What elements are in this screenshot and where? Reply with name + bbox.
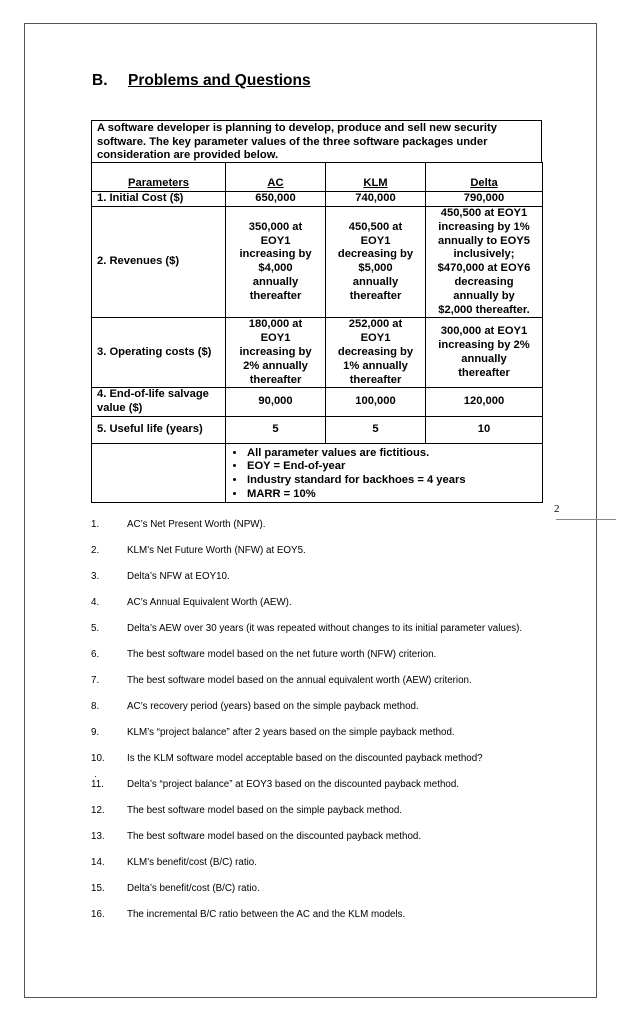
question-text: Delta’s “project balance” at EOY3 based on the discounted payback method.	[127, 779, 460, 790]
question-item	[80, 545, 540, 557]
question-number: 7.	[91, 675, 100, 686]
question-item	[80, 571, 540, 583]
notes-row	[92, 443, 543, 502]
question-text: AC’s recovery period (years) based on the simple payback method.	[127, 701, 419, 712]
question-text: The incremental B/C ratio between the AC and the KLM models.	[127, 909, 406, 920]
cell-line: thereafter	[458, 366, 510, 379]
page-number-rule	[556, 519, 616, 520]
cell-delta	[426, 207, 543, 318]
cell-line: 5	[372, 423, 379, 436]
cell-ac	[226, 192, 326, 207]
cell-line: EOY1	[360, 234, 391, 247]
table-row	[92, 192, 543, 207]
cell-line: thereafter	[249, 373, 302, 386]
cell-line: EOY1	[360, 332, 391, 345]
page-number: 2	[554, 503, 560, 515]
cell-line: thereafter	[249, 289, 302, 302]
question-text: AC’s Annual Equivalent Worth (AEW).	[127, 597, 292, 608]
cell-line: 100,000	[355, 395, 396, 408]
row-label: 2. Revenues ($)	[92, 207, 226, 318]
notes-list	[229, 447, 539, 501]
question-item	[80, 857, 540, 869]
table-row	[92, 207, 543, 318]
header-ac: AC	[226, 163, 326, 192]
cell-line: 650,000	[255, 192, 296, 205]
cell-line: 90,000	[258, 395, 293, 408]
header-delta: Delta	[426, 163, 543, 192]
question-item	[80, 701, 540, 713]
cell-delta	[426, 192, 543, 207]
question-item	[80, 805, 540, 817]
question-text: The best software model based on the discounted payback method.	[127, 831, 422, 842]
cell-line: annually	[252, 275, 299, 288]
cell-line: decreasing by	[337, 345, 414, 358]
cell-delta	[426, 318, 543, 388]
question-number: 15.	[91, 883, 105, 894]
row-label: 3. Operating costs ($)	[92, 318, 226, 388]
cell-line: $5,000	[358, 262, 393, 275]
table-header-row	[92, 163, 543, 192]
table-row	[92, 388, 543, 417]
question-number: 1.	[91, 519, 100, 530]
cell-line: 740,000	[355, 192, 396, 205]
cell-klm	[326, 388, 426, 417]
section-heading	[92, 72, 311, 90]
table-row	[92, 318, 543, 388]
cell-klm	[326, 207, 426, 318]
note-item: • All parameter values are fictitious.	[246, 447, 539, 461]
questions-list	[80, 519, 540, 935]
cell-line: decreasing by	[337, 248, 414, 261]
question-item	[80, 779, 540, 791]
cell-line: 10	[477, 423, 491, 436]
cell-line: annually to EOY5	[437, 234, 530, 247]
notes-spacer-cell	[92, 443, 226, 502]
row-label: 4. End-of-life salvage value ($)	[92, 388, 226, 417]
parameters-table	[91, 162, 543, 503]
header-parameters: Parameters	[92, 163, 226, 192]
question-item	[80, 675, 540, 687]
question-number: 5.	[91, 623, 100, 634]
question-number: 6.	[91, 649, 100, 660]
cell-klm	[326, 318, 426, 388]
question-text: KLM’s “project balance” after 2 years based on the simple payback method.	[127, 727, 455, 738]
row-label: 1. Initial Cost ($)	[92, 192, 226, 207]
question-text: Delta’s AEW over 30 years (it was repeated without changes to its initial parameter values).	[127, 623, 523, 634]
header-klm: KLM	[326, 163, 426, 192]
cell-ac	[226, 318, 326, 388]
cell-line: 450,500 at EOY1	[440, 207, 528, 219]
cell-ac	[226, 388, 326, 417]
question-item	[80, 753, 540, 765]
cell-line: 300,000 at EOY1	[440, 325, 528, 338]
question-text: The best software model based on the annual equivalent worth (AEW) criterion.	[127, 675, 472, 686]
question-item	[80, 623, 540, 635]
cell-line: increasing by	[239, 248, 312, 261]
intro-line: A software developer is planning to develop, produce and sell new security	[97, 122, 497, 134]
question-item	[80, 909, 540, 921]
cell-line: 180,000 at	[248, 318, 303, 331]
question-number: 9.	[91, 727, 100, 738]
cell-line: annually	[461, 352, 507, 365]
cell-ac	[226, 207, 326, 318]
question-text: Is the KLM software model acceptable based on the discounted payback method?	[127, 753, 483, 764]
question-number: 16.	[91, 909, 105, 920]
question-number: 13.	[91, 831, 105, 842]
cell-ac	[226, 416, 326, 443]
question-item	[80, 649, 540, 661]
cell-line: thereafter	[349, 373, 402, 386]
note-item: • MARR = 10%	[246, 488, 539, 502]
question-item	[80, 883, 540, 895]
cell-line: increasing by	[239, 345, 312, 358]
cell-line: thereafter	[349, 289, 402, 302]
note-item: • Industry standard for backhoes = 4 years	[246, 474, 539, 488]
question-item	[80, 597, 540, 609]
question-number: 2.	[91, 545, 100, 556]
cell-line: 790,000	[463, 192, 505, 205]
question-text: Delta’s benefit/cost (B/C) ratio.	[127, 883, 260, 894]
cell-line: 1% annually	[343, 359, 408, 372]
cell-line: EOY1	[260, 234, 291, 247]
cell-line: 120,000	[463, 395, 505, 408]
notes-cell	[226, 443, 543, 502]
cell-line: 5	[272, 423, 279, 436]
cell-line: $4,000	[258, 262, 293, 275]
cell-klm	[326, 192, 426, 207]
question-number: 12.	[91, 805, 105, 816]
table-row	[92, 416, 543, 443]
question-text: AC’s Net Present Worth (NPW).	[127, 519, 266, 530]
intro-line: consideration are provided below.	[97, 149, 279, 161]
question-number: 3.	[91, 571, 100, 582]
cell-line: 350,000 at	[248, 220, 303, 233]
question-number: 8.	[91, 701, 100, 712]
question-text: The best software model based on the simple payback method.	[127, 805, 403, 816]
section-title: Problems and Questions	[128, 72, 311, 89]
question-text: KLM’s Net Future Worth (NFW) at EOY5.	[127, 545, 306, 556]
cell-delta	[426, 416, 543, 443]
question-text: Delta’s NFW at EOY10.	[127, 571, 230, 582]
question-number: 10.	[91, 753, 105, 764]
intro-line: software. The key parameter values of the three software packages under	[97, 135, 488, 148]
question-item	[80, 727, 540, 739]
cell-line: inclusively;	[453, 248, 515, 261]
cell-klm	[326, 416, 426, 443]
cell-line: $470,000 at EOY6	[437, 262, 531, 275]
cell-line: 2% annually	[243, 359, 308, 372]
cell-line: $2,000 thereafter.	[438, 303, 530, 316]
intro-box	[91, 120, 542, 163]
question-text: KLM’s benefit/cost (B/C) ratio.	[127, 857, 257, 868]
section-letter: B.	[92, 72, 108, 89]
cell-line: increasing by 1%	[438, 220, 530, 233]
cell-line: 252,000 at	[348, 318, 403, 331]
cell-line: increasing by 2%	[438, 339, 530, 352]
question-text: The best software model based on the net future worth (NFW) criterion.	[127, 649, 437, 660]
question-number: 4.	[91, 597, 100, 608]
question-item	[80, 831, 540, 843]
cell-line: 450,500 at	[348, 220, 403, 233]
question-number: . 11.	[91, 779, 104, 791]
question-number: 14.	[91, 857, 105, 868]
question-item	[80, 519, 540, 531]
note-item: • EOY = End-of-year	[246, 460, 539, 474]
cell-line: decreasing	[454, 275, 514, 288]
row-label: 5. Useful life (years)	[92, 416, 226, 443]
cell-line: EOY1	[260, 332, 291, 345]
cell-delta	[426, 388, 543, 417]
cell-line: annually by	[453, 289, 515, 302]
cell-line: annually	[352, 275, 399, 288]
